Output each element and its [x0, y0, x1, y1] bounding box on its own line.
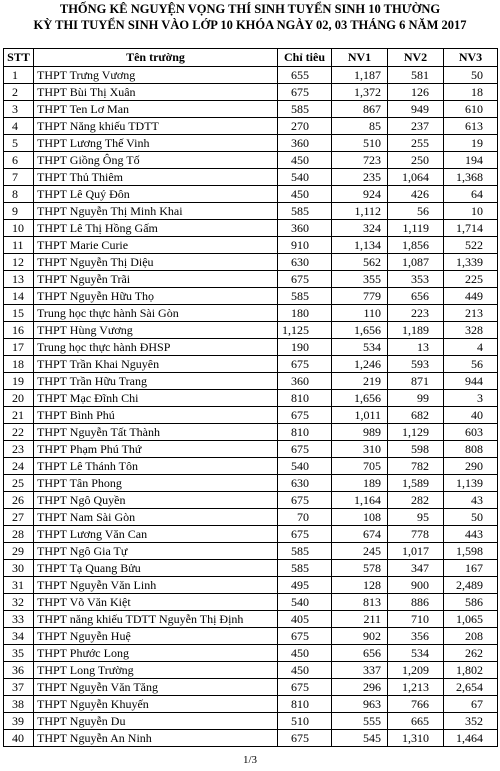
cell-school-name: THPT Marie Curie [34, 237, 278, 254]
cell-nv3: 522 [444, 237, 498, 254]
statistics-table [3, 48, 498, 747]
cell-stt: 13 [4, 271, 34, 288]
cell-quota: 810 [278, 696, 332, 713]
cell-stt: 21 [4, 407, 34, 424]
table-row [4, 186, 498, 203]
cell-nv1: 211 [332, 611, 388, 628]
cell-school-name: THPT năng khiếu TDTT Nguyễn Thị Định [34, 611, 278, 628]
cell-nv1: 296 [332, 679, 388, 696]
table-row [4, 611, 498, 628]
cell-stt: 26 [4, 492, 34, 509]
table-row [4, 662, 498, 679]
table-row [4, 628, 498, 645]
cell-nv2: 581 [388, 67, 444, 84]
table-row [4, 594, 498, 611]
cell-school-name: THPT Năng khiếu TDTT [34, 118, 278, 135]
cell-nv3: 1,065 [444, 611, 498, 628]
cell-nv3: 328 [444, 322, 498, 339]
cell-nv1: 85 [332, 118, 388, 135]
cell-stt: 17 [4, 339, 34, 356]
cell-stt: 32 [4, 594, 34, 611]
cell-nv2: 1,589 [388, 475, 444, 492]
cell-nv2: 282 [388, 492, 444, 509]
cell-stt: 16 [4, 322, 34, 339]
cell-school-name: THPT Nguyễn Thị Diệu [34, 254, 278, 271]
table-row [4, 118, 498, 135]
cell-nv2: 56 [388, 203, 444, 220]
cell-quota: 675 [278, 492, 332, 509]
table-header-row [4, 49, 498, 67]
cell-nv3: 1,598 [444, 543, 498, 560]
cell-quota: 180 [278, 305, 332, 322]
cell-stt: 2 [4, 84, 34, 101]
table-row [4, 356, 498, 373]
cell-nv1: 1,246 [332, 356, 388, 373]
cell-school-name: THPT Nguyễn Thị Minh Khai [34, 203, 278, 220]
cell-nv2: 347 [388, 560, 444, 577]
cell-school-name: THPT Lương Văn Can [34, 526, 278, 543]
cell-quota: 450 [278, 152, 332, 169]
cell-stt: 35 [4, 645, 34, 662]
table-row [4, 407, 498, 424]
cell-nv1: 108 [332, 509, 388, 526]
cell-school-name: THPT Bình Phú [34, 407, 278, 424]
cell-school-name: THPT Ngô Quyền [34, 492, 278, 509]
header-stt: STT [4, 49, 34, 67]
cell-nv2: 356 [388, 628, 444, 645]
cell-nv2: 255 [388, 135, 444, 152]
cell-nv1: 245 [332, 543, 388, 560]
header-nv3: NV3 [444, 49, 498, 67]
cell-school-name: THPT Nguyễn Du [34, 713, 278, 730]
cell-school-name: THPT Ten Lơ Man [34, 101, 278, 118]
cell-school-name: THPT Trưng Vương [34, 67, 278, 84]
cell-school-name: THPT Nguyễn Huệ [34, 628, 278, 645]
cell-nv1: 510 [332, 135, 388, 152]
cell-quota: 675 [278, 526, 332, 543]
cell-quota: 585 [278, 560, 332, 577]
cell-nv2: 1,129 [388, 424, 444, 441]
cell-school-name: THPT Lương Thế Vinh [34, 135, 278, 152]
cell-nv1: 1,112 [332, 203, 388, 220]
cell-nv1: 813 [332, 594, 388, 611]
cell-stt: 24 [4, 458, 34, 475]
cell-nv2: 534 [388, 645, 444, 662]
cell-nv3: 290 [444, 458, 498, 475]
cell-nv2: 598 [388, 441, 444, 458]
cell-school-name: THPT Ngô Gia Tự [34, 543, 278, 560]
cell-quota: 70 [278, 509, 332, 526]
cell-nv1: 867 [332, 101, 388, 118]
cell-stt: 4 [4, 118, 34, 135]
cell-nv2: 1,017 [388, 543, 444, 560]
cell-nv1: 1,656 [332, 322, 388, 339]
cell-nv2: 95 [388, 509, 444, 526]
cell-stt: 23 [4, 441, 34, 458]
cell-school-name: THPT Thủ Thiêm [34, 169, 278, 186]
cell-quota: 585 [278, 101, 332, 118]
cell-nv3: 225 [444, 271, 498, 288]
cell-nv3: 603 [444, 424, 498, 441]
cell-nv3: 1,368 [444, 169, 498, 186]
table-row [4, 543, 498, 560]
cell-nv3: 40 [444, 407, 498, 424]
cell-stt: 30 [4, 560, 34, 577]
table-row [4, 322, 498, 339]
cell-stt: 3 [4, 101, 34, 118]
cell-nv2: 782 [388, 458, 444, 475]
cell-nv3: 67 [444, 696, 498, 713]
cell-school-name: Trung học thực hành ĐHSP [34, 339, 278, 356]
cell-school-name: THPT Nguyễn Trãi [34, 271, 278, 288]
table-row [4, 254, 498, 271]
cell-quota: 510 [278, 713, 332, 730]
cell-nv2: 223 [388, 305, 444, 322]
table-row [4, 84, 498, 101]
cell-stt: 11 [4, 237, 34, 254]
cell-nv1: 1,656 [332, 390, 388, 407]
cell-nv2: 886 [388, 594, 444, 611]
table-row [4, 373, 498, 390]
cell-nv3: 1,802 [444, 662, 498, 679]
cell-nv2: 250 [388, 152, 444, 169]
cell-school-name: THPT Nguyễn Văn Linh [34, 577, 278, 594]
table-row [4, 713, 498, 730]
table-row [4, 169, 498, 186]
cell-school-name: THPT Nguyễn Hữu Thọ [34, 288, 278, 305]
table-row [4, 645, 498, 662]
table-row [4, 560, 498, 577]
cell-nv3: 808 [444, 441, 498, 458]
cell-nv2: 1,087 [388, 254, 444, 271]
table-row [4, 67, 498, 84]
cell-stt: 33 [4, 611, 34, 628]
cell-nv2: 1,310 [388, 730, 444, 747]
cell-nv1: 705 [332, 458, 388, 475]
cell-nv3: 610 [444, 101, 498, 118]
cell-nv3: 213 [444, 305, 498, 322]
cell-nv3: 2,654 [444, 679, 498, 696]
cell-nv2: 13 [388, 339, 444, 356]
cell-nv1: 324 [332, 220, 388, 237]
header-nv2: NV2 [388, 49, 444, 67]
cell-quota: 675 [278, 84, 332, 101]
cell-stt: 1 [4, 67, 34, 84]
cell-nv2: 1,209 [388, 662, 444, 679]
cell-nv2: 710 [388, 611, 444, 628]
cell-school-name: THPT Lê Thánh Tôn [34, 458, 278, 475]
cell-nv2: 593 [388, 356, 444, 373]
table-row [4, 679, 498, 696]
table-row [4, 339, 498, 356]
cell-school-name: THPT Hùng Vương [34, 322, 278, 339]
cell-school-name: THPT Giồng Ông Tố [34, 152, 278, 169]
cell-quota: 910 [278, 237, 332, 254]
cell-nv2: 778 [388, 526, 444, 543]
cell-stt: 9 [4, 203, 34, 220]
table-row [4, 305, 498, 322]
cell-nv2: 1,189 [388, 322, 444, 339]
header-nv1: NV1 [332, 49, 388, 67]
document-subtitle: KỲ THI TUYỂN SINH VÀO LỚP 10 KHÓA NGÀY 02, 03 THÁNG 6 NĂM 2017 [33, 18, 467, 32]
cell-nv1: 1,187 [332, 67, 388, 84]
cell-stt: 27 [4, 509, 34, 526]
cell-school-name: THPT Nam Sài Gòn [34, 509, 278, 526]
cell-nv3: 19 [444, 135, 498, 152]
cell-stt: 5 [4, 135, 34, 152]
cell-nv1: 110 [332, 305, 388, 322]
cell-school-name: THPT Nguyễn Tất Thành [34, 424, 278, 441]
cell-nv1: 219 [332, 373, 388, 390]
table-row [4, 441, 498, 458]
cell-nv1: 674 [332, 526, 388, 543]
cell-quota: 655 [278, 67, 332, 84]
cell-nv2: 1,064 [388, 169, 444, 186]
cell-school-name: THPT Lê Thị Hồng Gấm [34, 220, 278, 237]
table-row [4, 220, 498, 237]
cell-quota: 540 [278, 169, 332, 186]
table-row [4, 135, 498, 152]
cell-nv2: 900 [388, 577, 444, 594]
table-row [4, 101, 498, 118]
cell-nv1: 1,164 [332, 492, 388, 509]
cell-nv3: 1,139 [444, 475, 498, 492]
cell-school-name: THPT Phước Long [34, 645, 278, 662]
cell-nv2: 1,213 [388, 679, 444, 696]
cell-stt: 36 [4, 662, 34, 679]
cell-nv2: 949 [388, 101, 444, 118]
cell-nv1: 189 [332, 475, 388, 492]
cell-stt: 25 [4, 475, 34, 492]
cell-nv3: 443 [444, 526, 498, 543]
cell-stt: 29 [4, 543, 34, 560]
cell-school-name: THPT Bùi Thị Xuân [34, 84, 278, 101]
cell-quota: 495 [278, 577, 332, 594]
cell-school-name: THPT Tạ Quang Bửu [34, 560, 278, 577]
cell-quota: 675 [278, 730, 332, 747]
cell-nv3: 613 [444, 118, 498, 135]
cell-nv3: 50 [444, 67, 498, 84]
cell-nv3: 208 [444, 628, 498, 645]
cell-stt: 28 [4, 526, 34, 543]
cell-nv1: 779 [332, 288, 388, 305]
cell-school-name: THPT Nguyễn An Ninh [34, 730, 278, 747]
cell-stt: 18 [4, 356, 34, 373]
cell-school-name: THPT Long Trường [34, 662, 278, 679]
cell-stt: 34 [4, 628, 34, 645]
cell-nv1: 924 [332, 186, 388, 203]
cell-nv2: 1,119 [388, 220, 444, 237]
cell-quota: 405 [278, 611, 332, 628]
cell-quota: 675 [278, 356, 332, 373]
cell-nv3: 167 [444, 560, 498, 577]
cell-nv1: 235 [332, 169, 388, 186]
cell-school-name: THPT Võ Văn Kiệt [34, 594, 278, 611]
cell-nv2: 656 [388, 288, 444, 305]
cell-quota: 810 [278, 424, 332, 441]
cell-nv3: 3 [444, 390, 498, 407]
cell-quota: 630 [278, 475, 332, 492]
cell-nv3: 10 [444, 203, 498, 220]
cell-nv1: 963 [332, 696, 388, 713]
table-row [4, 152, 498, 169]
cell-quota: 585 [278, 288, 332, 305]
cell-stt: 7 [4, 169, 34, 186]
cell-nv1: 337 [332, 662, 388, 679]
table-row [4, 424, 498, 441]
cell-quota: 630 [278, 254, 332, 271]
cell-quota: 675 [278, 407, 332, 424]
cell-nv1: 723 [332, 152, 388, 169]
cell-school-name: THPT Trần Khai Nguyên [34, 356, 278, 373]
header-quota: Chỉ tiêu [278, 49, 332, 67]
cell-stt: 39 [4, 713, 34, 730]
cell-quota: 450 [278, 662, 332, 679]
cell-nv1: 656 [332, 645, 388, 662]
cell-quota: 540 [278, 458, 332, 475]
cell-nv1: 128 [332, 577, 388, 594]
cell-quota: 1,125 [278, 322, 332, 339]
cell-nv1: 562 [332, 254, 388, 271]
cell-quota: 450 [278, 186, 332, 203]
cell-nv3: 50 [444, 509, 498, 526]
cell-nv2: 237 [388, 118, 444, 135]
cell-stt: 20 [4, 390, 34, 407]
cell-school-name: THPT Nguyễn Văn Tăng [34, 679, 278, 696]
table-body [4, 67, 498, 747]
table-row [4, 271, 498, 288]
cell-nv2: 682 [388, 407, 444, 424]
cell-quota: 675 [278, 271, 332, 288]
cell-nv2: 871 [388, 373, 444, 390]
cell-stt: 38 [4, 696, 34, 713]
cell-quota: 675 [278, 441, 332, 458]
cell-quota: 450 [278, 645, 332, 662]
cell-stt: 37 [4, 679, 34, 696]
cell-nv1: 1,372 [332, 84, 388, 101]
cell-nv3: 64 [444, 186, 498, 203]
cell-stt: 6 [4, 152, 34, 169]
cell-stt: 19 [4, 373, 34, 390]
cell-nv3: 352 [444, 713, 498, 730]
table-row [4, 203, 498, 220]
cell-nv3: 43 [444, 492, 498, 509]
cell-stt: 10 [4, 220, 34, 237]
cell-nv3: 194 [444, 152, 498, 169]
cell-quota: 360 [278, 135, 332, 152]
table-row [4, 577, 498, 594]
page-number: 1/3 [242, 754, 258, 766]
cell-nv3: 1,339 [444, 254, 498, 271]
table-row [4, 237, 498, 254]
cell-school-name: THPT Phạm Phú Thứ [34, 441, 278, 458]
cell-quota: 585 [278, 543, 332, 560]
cell-stt: 22 [4, 424, 34, 441]
cell-nv3: 1,714 [444, 220, 498, 237]
cell-nv3: 586 [444, 594, 498, 611]
table-row [4, 390, 498, 407]
cell-quota: 360 [278, 373, 332, 390]
cell-stt: 31 [4, 577, 34, 594]
cell-nv1: 555 [332, 713, 388, 730]
table-row [4, 526, 498, 543]
cell-school-name: THPT Nguyễn Khuyến [34, 696, 278, 713]
cell-nv3: 18 [444, 84, 498, 101]
cell-nv2: 1,856 [388, 237, 444, 254]
document-title: THỐNG KÊ NGUYỆN VỌNG THÍ SINH TUYỂN SINH 10 THƯỜNG [59, 2, 441, 16]
cell-nv3: 2,489 [444, 577, 498, 594]
cell-nv1: 578 [332, 560, 388, 577]
table-row [4, 730, 498, 747]
cell-nv2: 353 [388, 271, 444, 288]
cell-nv1: 1,134 [332, 237, 388, 254]
cell-stt: 8 [4, 186, 34, 203]
cell-nv3: 56 [444, 356, 498, 373]
cell-stt: 40 [4, 730, 34, 747]
cell-nv1: 1,011 [332, 407, 388, 424]
table-row [4, 458, 498, 475]
cell-school-name: THPT Tân Phong [34, 475, 278, 492]
cell-nv3: 1,464 [444, 730, 498, 747]
cell-quota: 810 [278, 390, 332, 407]
cell-quota: 675 [278, 628, 332, 645]
cell-nv1: 989 [332, 424, 388, 441]
cell-nv3: 449 [444, 288, 498, 305]
cell-nv1: 545 [332, 730, 388, 747]
cell-quota: 270 [278, 118, 332, 135]
cell-stt: 12 [4, 254, 34, 271]
table-row [4, 492, 498, 509]
cell-school-name: THPT Trần Hữu Trang [34, 373, 278, 390]
cell-nv2: 99 [388, 390, 444, 407]
cell-nv3: 262 [444, 645, 498, 662]
cell-nv1: 355 [332, 271, 388, 288]
cell-stt: 15 [4, 305, 34, 322]
cell-nv1: 534 [332, 339, 388, 356]
cell-quota: 190 [278, 339, 332, 356]
table-row [4, 288, 498, 305]
cell-nv1: 902 [332, 628, 388, 645]
table-row [4, 475, 498, 492]
table-row [4, 696, 498, 713]
cell-nv2: 665 [388, 713, 444, 730]
cell-nv2: 126 [388, 84, 444, 101]
cell-quota: 360 [278, 220, 332, 237]
cell-quota: 540 [278, 594, 332, 611]
cell-nv2: 766 [388, 696, 444, 713]
cell-nv3: 944 [444, 373, 498, 390]
header-school-name: Tên trường [34, 49, 278, 67]
cell-quota: 675 [278, 679, 332, 696]
cell-school-name: THPT Mạc Đĩnh Chi [34, 390, 278, 407]
cell-school-name: Trung học thực hành Sài Gòn [34, 305, 278, 322]
cell-nv1: 310 [332, 441, 388, 458]
table-row [4, 509, 498, 526]
cell-school-name: THPT Lê Quý Đôn [34, 186, 278, 203]
cell-stt: 14 [4, 288, 34, 305]
cell-nv3: 4 [444, 339, 498, 356]
cell-quota: 585 [278, 203, 332, 220]
cell-nv2: 426 [388, 186, 444, 203]
